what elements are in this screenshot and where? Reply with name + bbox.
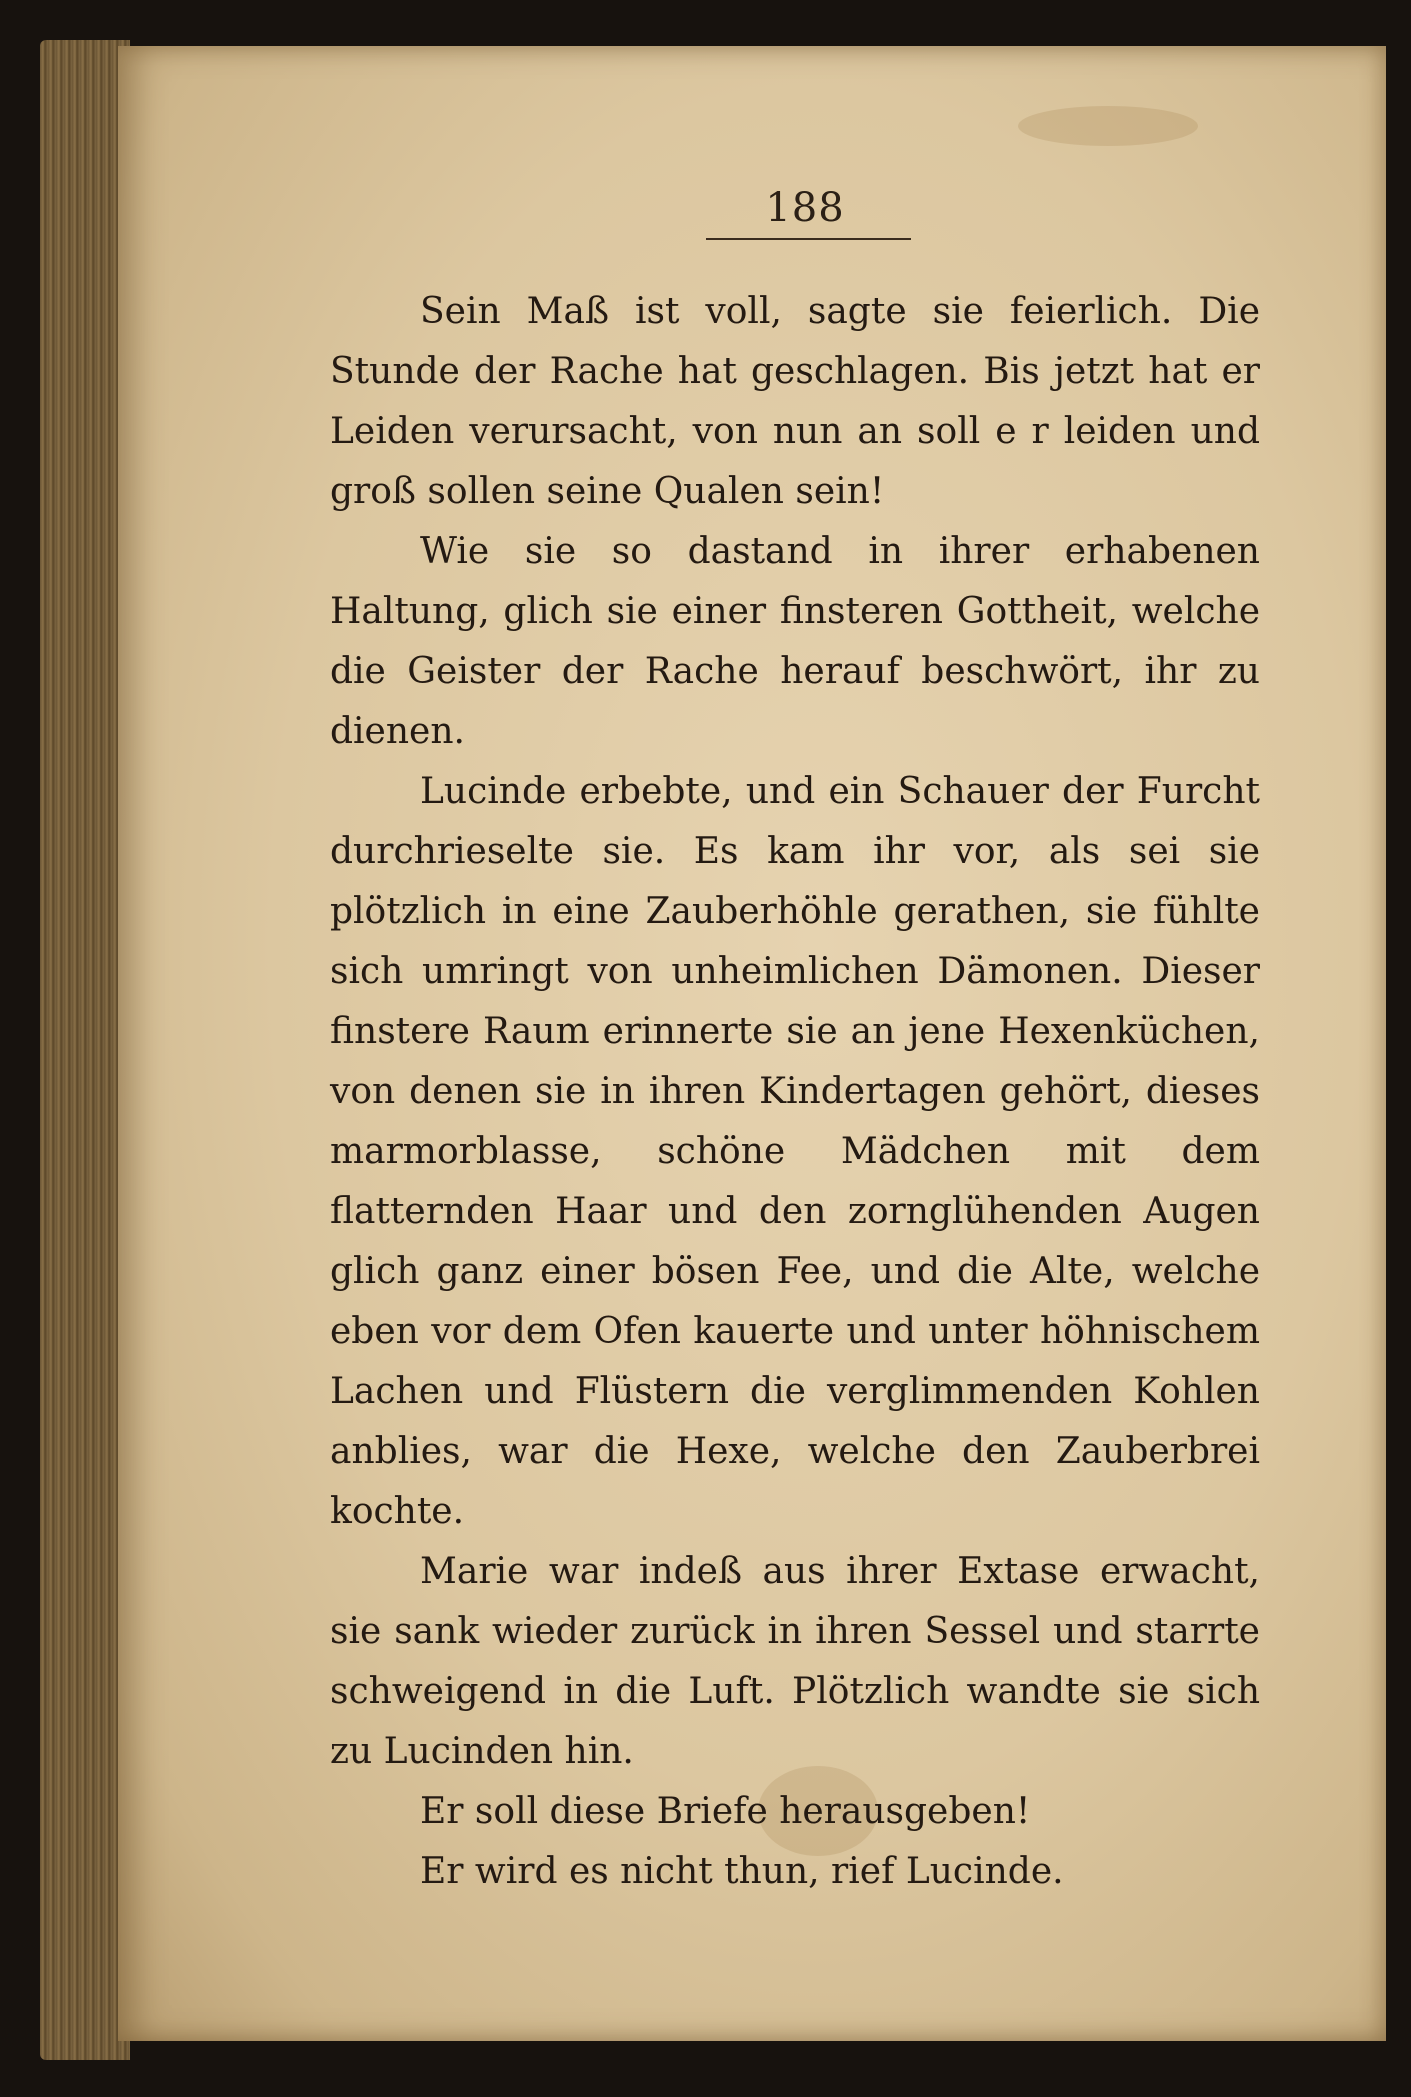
paragraph: Lucinde erbebte, und ein Schauer der Furcht durchrieselte sie. Es kam ihr vor, als sei sie plötzlich in eine Zauberhöhle gerathen, sie fühlte sich umringt von unheimlichen Dämonen. Dieser finstere Raum erinnerte sie an jene Hexenküchen, von denen sie in ihren Kindertagen gehört, dieses marmorblasse, schöne Mädchen mit dem flatternden Haar und den zornglühenden Augen glich ganz einer bösen Fee, und die Alte, welche eben vor dem Ofen kauerte und unter höhnischem Lachen und Flüstern die verglimmenden Kohlen anblies, war die Hexe, welche den Zauberbrei kochte. xyxy=(330,771,1260,1532)
paragraph: Er wird es nicht thun, rief Lucinde. xyxy=(420,1851,1064,1892)
page-stain xyxy=(1018,106,1198,146)
paragraph: Sein Maß ist voll, sagte sie feierlich. Die Stunde der Rache hat geschlagen. Bis jetzt hat er Leiden verursacht, von nun an soll e r leiden und groß sollen seine Qualen sein! xyxy=(330,291,1260,512)
body-text xyxy=(330,282,1260,1902)
page-number: 188 xyxy=(765,185,845,231)
header-rule xyxy=(706,238,911,240)
paragraph: Wie sie so dastand in ihrer erhabenen Haltung, glich sie einer finsteren Gottheit, welche die Geister der Rache herauf beschwört, ihr zu dienen. xyxy=(330,531,1260,752)
paragraph: Er soll diese Briefe herausgeben! xyxy=(420,1791,1031,1832)
book-page-edges xyxy=(40,40,130,2060)
paragraph: Marie war indeß aus ihrer Extase erwacht, sie sank wieder zurück in ihren Sessel und starrte schweigend in die Luft. Plötzlich wandte sie sich zu Lucinden hin. xyxy=(330,1551,1260,1772)
